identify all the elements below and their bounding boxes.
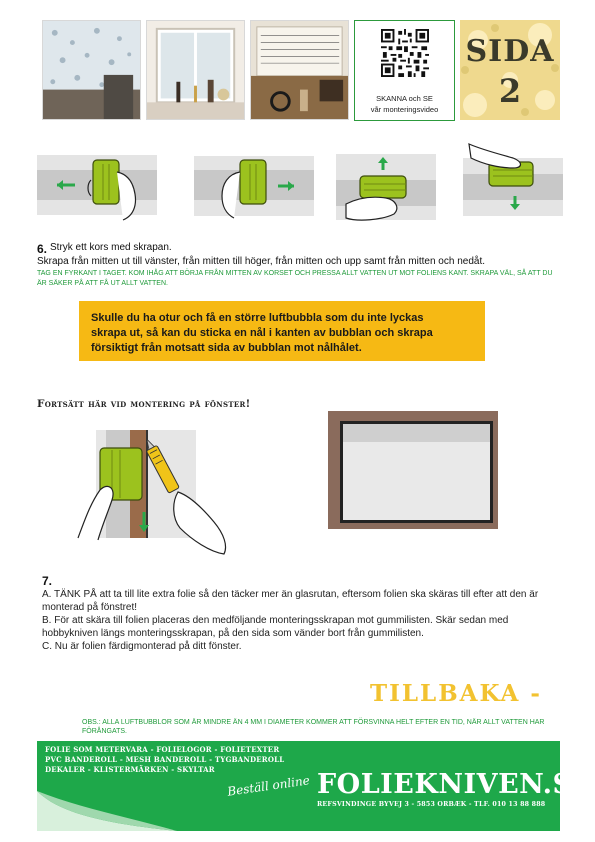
scrape-down-illustration [463, 140, 563, 218]
scrape-right-illustration [194, 152, 314, 220]
step6-body: Skrapa från mitten ut till vänster, från mitten till höger, från mitten och upp samt från mitten och nedåt. [37, 256, 485, 267]
desk-with-music-photo [250, 20, 349, 120]
window-section-heading: Fortsätt här vid montering på fönster! [37, 398, 251, 410]
window-shelf-photo [146, 20, 245, 120]
air-bubble-tip-box [79, 301, 485, 361]
company-address: REFSVINDINGE BYVEJ 3 - 5853 ORBÆK - TLF. 010 13 88 888 [317, 801, 546, 808]
back-link-label[interactable]: TILLBAKA [370, 680, 521, 707]
page-number-badge [460, 20, 560, 120]
page-badge-word: SIDA [465, 34, 555, 69]
qr-code-icon[interactable] [381, 29, 429, 77]
step7-item-b: B. För att skära till folien placeras den medföljande monteringsskrapan mot gummilisten. Skär sedan med hobbykniven längs monteringsskrapan, på den sida som vänder bort från gummilisten. [42, 615, 509, 639]
order-online-text[interactable]: Beställ online [226, 773, 311, 799]
obs-note: OBS.: ALLA LUFTBUBBLOR SOM ÄR MINDRE ÄN 4 MM I DIAMETER KOMMER ATT FÖRSVINNA HELT EFTER EN TID, NÄR ALLT VATTEN HAR FÖRÅNGATS. [82, 719, 545, 735]
qr-code-panel[interactable] [354, 20, 455, 121]
scrape-up-illustration [336, 154, 436, 224]
scrape-left-illustration [37, 150, 157, 220]
tip-line3: försiktigt från motsatt sida av bubblan mot nålhålet. [91, 342, 362, 354]
product-line2: PVC BANDEROLL - MESH BANDEROLL - TYGBANDEROLL [45, 755, 285, 764]
product-line1: FOLIE SOM METERVARA - FOLIELOGOR - FOLIETEXTER [45, 745, 280, 754]
qr-caption-line1: SKANNA och SE [376, 94, 433, 103]
footer-banner[interactable] [37, 741, 594, 831]
step7-item-a: A. TÄNK PÅ att ta till lite extra folie så den täcker mer än glasrutan, eftersom folien ska skäras till efter att den är monterad på fönstret! [42, 589, 539, 613]
back-link[interactable] [370, 680, 542, 707]
tip-line1: Skulle du ha otur och få en större luftbubbla som du inte lyckas [91, 312, 424, 324]
brand-logo-text[interactable]: FOLIEKNIVEN.SE [317, 769, 594, 800]
cutting-foil-illustration [78, 428, 248, 560]
product-line3: DEKALER - KLISTERMÄRKEN - SKYLTAR [45, 765, 215, 774]
back-arrow-icon[interactable]: - [530, 680, 542, 707]
step7-item-c: C. Nu är folien färdigmonterad på ditt fönster. [42, 641, 242, 652]
step7-body [42, 588, 562, 653]
step6-note: TAG EN FYRKANT I TAGET. KOM IHÅG ATT BÖRJA FRÅN MITTEN AV KORSET OCH PRESSA ALLT VATTEN UT MOT FOLIENS KANT. SKRAPA VÄL, SÅ ATT DU ÄR SÄKER PÅ ATT FÅ UT ALLT VATTEN. [37, 270, 553, 287]
page-curl-icon [37, 771, 177, 831]
step7-number: 7. [42, 574, 53, 588]
step6-title: Stryk ett kors med skrapan. [50, 242, 172, 253]
page-badge-number: 2 [498, 72, 522, 110]
tip-line2: skrapa ut, så kan du sticka en nål i kanten av bubblan och skrapa [91, 327, 433, 339]
step6-number: 6. [37, 242, 48, 256]
frosted-window-photo [42, 20, 141, 120]
window-frame-illustration [328, 411, 498, 529]
qr-caption-line2: vår monteringsvideo [370, 105, 439, 114]
